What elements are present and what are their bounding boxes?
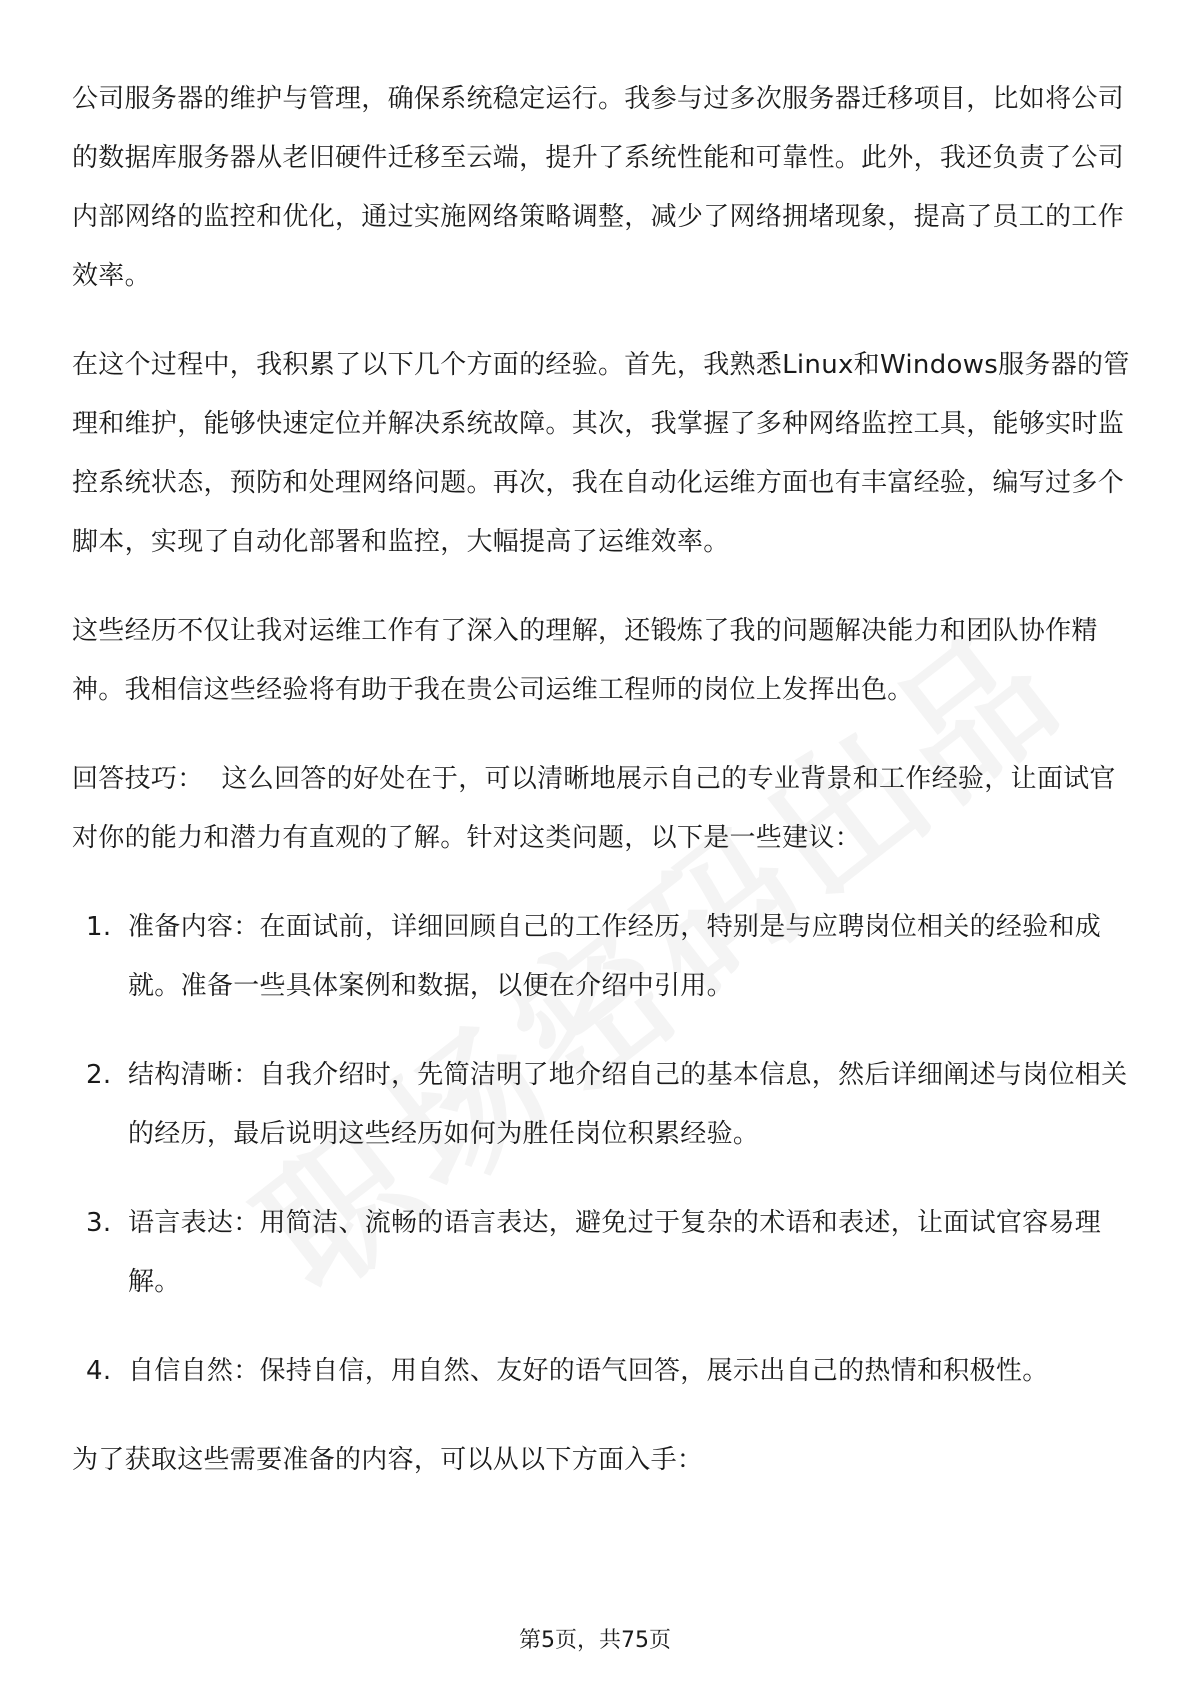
list-item	[72, 1342, 1132, 1401]
answer-tips-label: 回答技巧：	[72, 764, 204, 794]
list-item-number: 1.	[86, 912, 112, 942]
page-footer	[0, 1623, 1190, 1654]
list-item	[72, 1046, 1132, 1164]
list-item-text: 语言表达：用简洁、流畅的语言表达，避免过于复杂的术语和表述，让面试官容易理解。	[128, 1208, 1102, 1297]
list-item	[72, 898, 1132, 1016]
list-item-text: 结构清晰：自我介绍时，先简洁明了地介绍自己的基本信息，然后详细阐述与岗位相关的经历，最后说明这些经历如何为胜任岗位积累经验。	[128, 1060, 1128, 1149]
answer-tips-text: 这么回答的好处在于，可以清晰地展示自己的专业背景和工作经验，让面试官对你的能力和潜力有直观的了解。针对这类问题，以下是一些建议：	[72, 764, 1116, 853]
closing-paragraph: 为了获取这些需要准备的内容，可以从以下方面入手：	[72, 1445, 704, 1475]
list-item	[72, 1194, 1132, 1312]
tips-list	[72, 898, 1132, 1401]
list-item-number: 3.	[86, 1208, 112, 1238]
list-item-text: 自信自然：保持自信，用自然、友好的语气回答，展示出自己的热情和积极性。	[128, 1356, 1049, 1386]
paragraph-experience: 公司服务器的维护与管理，确保系统稳定运行。我参与过多次服务器迁移项目，比如将公司的数据库服务器从老旧硬件迁移至云端，提升了系统性能和可靠性。此外，我还负责了公司内部网络的监控和优化，通过实施网络策略调整，减少了网络拥堵现象，提高了员工的工作效率。	[72, 84, 1125, 291]
list-item-number: 2.	[86, 1060, 112, 1090]
paragraph-skills: 在这个过程中，我积累了以下几个方面的经验。首先，我熟悉Linux和Windows服务器的管理和维护，能够快速定位并解决系统故障。其次，我掌握了多种网络监控工具，能够实时监控系统状态，预防和处理网络问题。再次，我在自动化运维方面也有丰富经验，编写过多个脚本，实现了自动化部署和监控，大幅提高了运维效率。	[72, 350, 1130, 557]
paragraph-summary: 这些经历不仅让我对运维工作有了深入的理解，还锻炼了我的问题解决能力和团队协作精神。我相信这些经验将有助于我在贵公司运维工程师的岗位上发挥出色。	[72, 616, 1098, 705]
document-body	[72, 70, 1132, 1520]
list-item-number: 4.	[86, 1356, 112, 1386]
list-item-text: 准备内容：在面试前，详细回顾自己的工作经历，特别是与应聘岗位相关的经验和成就。准备一些具体案例和数据，以便在介绍中引用。	[128, 912, 1102, 1001]
page-number: 第5页，共75页	[519, 1628, 671, 1653]
answer-tips-paragraph	[72, 750, 1132, 868]
